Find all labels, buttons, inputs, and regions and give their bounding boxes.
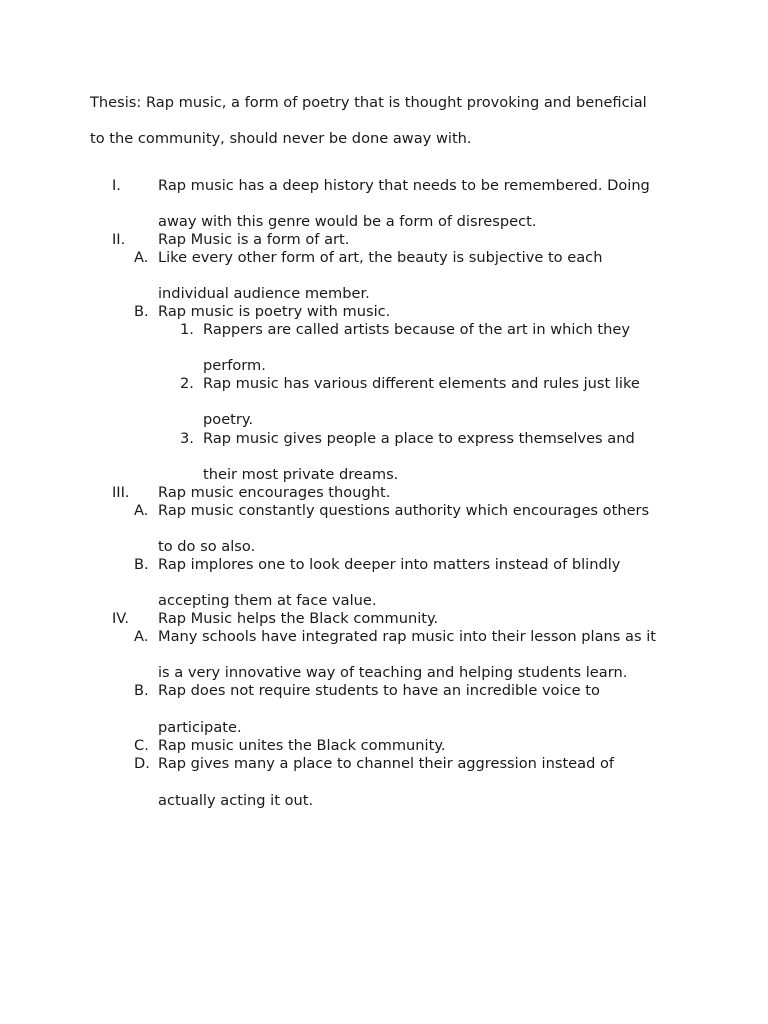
outline-item-IV-D-line-2: actually acting it out.	[158, 792, 314, 809]
outline-item-II: Rap Music is a form of art.	[158, 231, 350, 248]
outline-marker-IV-B: B.	[134, 682, 149, 699]
outline-marker-IV-A: A.	[134, 628, 149, 645]
outline-item-III-B-line-1: Rap implores one to look deeper into matters instead of blindly	[158, 556, 621, 573]
outline-marker-II-B-2: 2.	[180, 375, 194, 392]
outline-item-II-B: Rap music is poetry with music.	[158, 303, 391, 320]
outline-item-II-B-2-line-2: poetry.	[203, 411, 254, 428]
outline-marker-IV-D: D.	[134, 755, 150, 772]
outline-marker-II-B: B.	[134, 303, 149, 320]
outline-item-IV-A-line-2: is a very innovative way of teaching and helping students learn.	[158, 664, 628, 681]
thesis-line-1: Thesis: Rap music, a form of poetry that is thought provoking and beneficial	[90, 94, 647, 111]
outline-item-IV-C: Rap music unites the Black community.	[158, 737, 446, 754]
outline-marker-IV: IV.	[112, 610, 130, 627]
outline-marker-III: III.	[112, 484, 130, 501]
outline-item-II-B-1-line-2: perform.	[203, 357, 266, 374]
outline-item-IV-D-line-1: Rap gives many a place to channel their aggression instead of	[158, 755, 615, 772]
outline-item-III: Rap music encourages thought.	[158, 484, 391, 501]
outline-marker-I: I.	[112, 177, 121, 194]
outline-marker-II: II.	[112, 231, 126, 248]
outline-item-II-A-line-2: individual audience member.	[158, 285, 370, 302]
thesis-line-2: to the community, should never be done away with.	[90, 130, 472, 147]
outline-item-II-B-2-line-1: Rap music has various different elements and rules just like	[203, 375, 640, 392]
outline-item-I-line-1: Rap music has a deep history that needs to be remembered. Doing	[158, 177, 650, 194]
outline-item-IV-A-line-1: Many schools have integrated rap music into their lesson plans as it	[158, 628, 656, 645]
outline-item-II-B-1-line-1: Rappers are called artists because of the art in which they	[203, 321, 630, 338]
outline-item-II-A-line-1: Like every other form of art, the beauty is subjective to each	[158, 249, 603, 266]
outline-item-IV: Rap Music helps the Black community.	[158, 610, 439, 627]
outline-item-II-B-3-line-1: Rap music gives people a place to express themselves and	[203, 430, 635, 447]
outline-marker-II-B-1: 1.	[180, 321, 194, 338]
outline-item-I-line-2: away with this genre would be a form of disrespect.	[158, 213, 537, 230]
outline-marker-II-B-3: 3.	[180, 430, 194, 447]
outline-item-III-A-line-1: Rap music constantly questions authority which encourages others	[158, 502, 650, 519]
outline-item-III-B-line-2: accepting them at face value.	[158, 592, 377, 609]
outline-item-II-B-3-line-2: their most private dreams.	[203, 466, 399, 483]
outline-marker-III-A: A.	[134, 502, 149, 519]
outline-item-IV-B-line-2: participate.	[158, 719, 242, 736]
outline-item-IV-B-line-1: Rap does not require students to have an incredible voice to	[158, 682, 600, 699]
outline-item-III-A-line-2: to do so also.	[158, 538, 256, 555]
outline-marker-IV-C: C.	[134, 737, 149, 754]
outline-marker-II-A: A.	[134, 249, 149, 266]
outline-marker-III-B: B.	[134, 556, 149, 573]
